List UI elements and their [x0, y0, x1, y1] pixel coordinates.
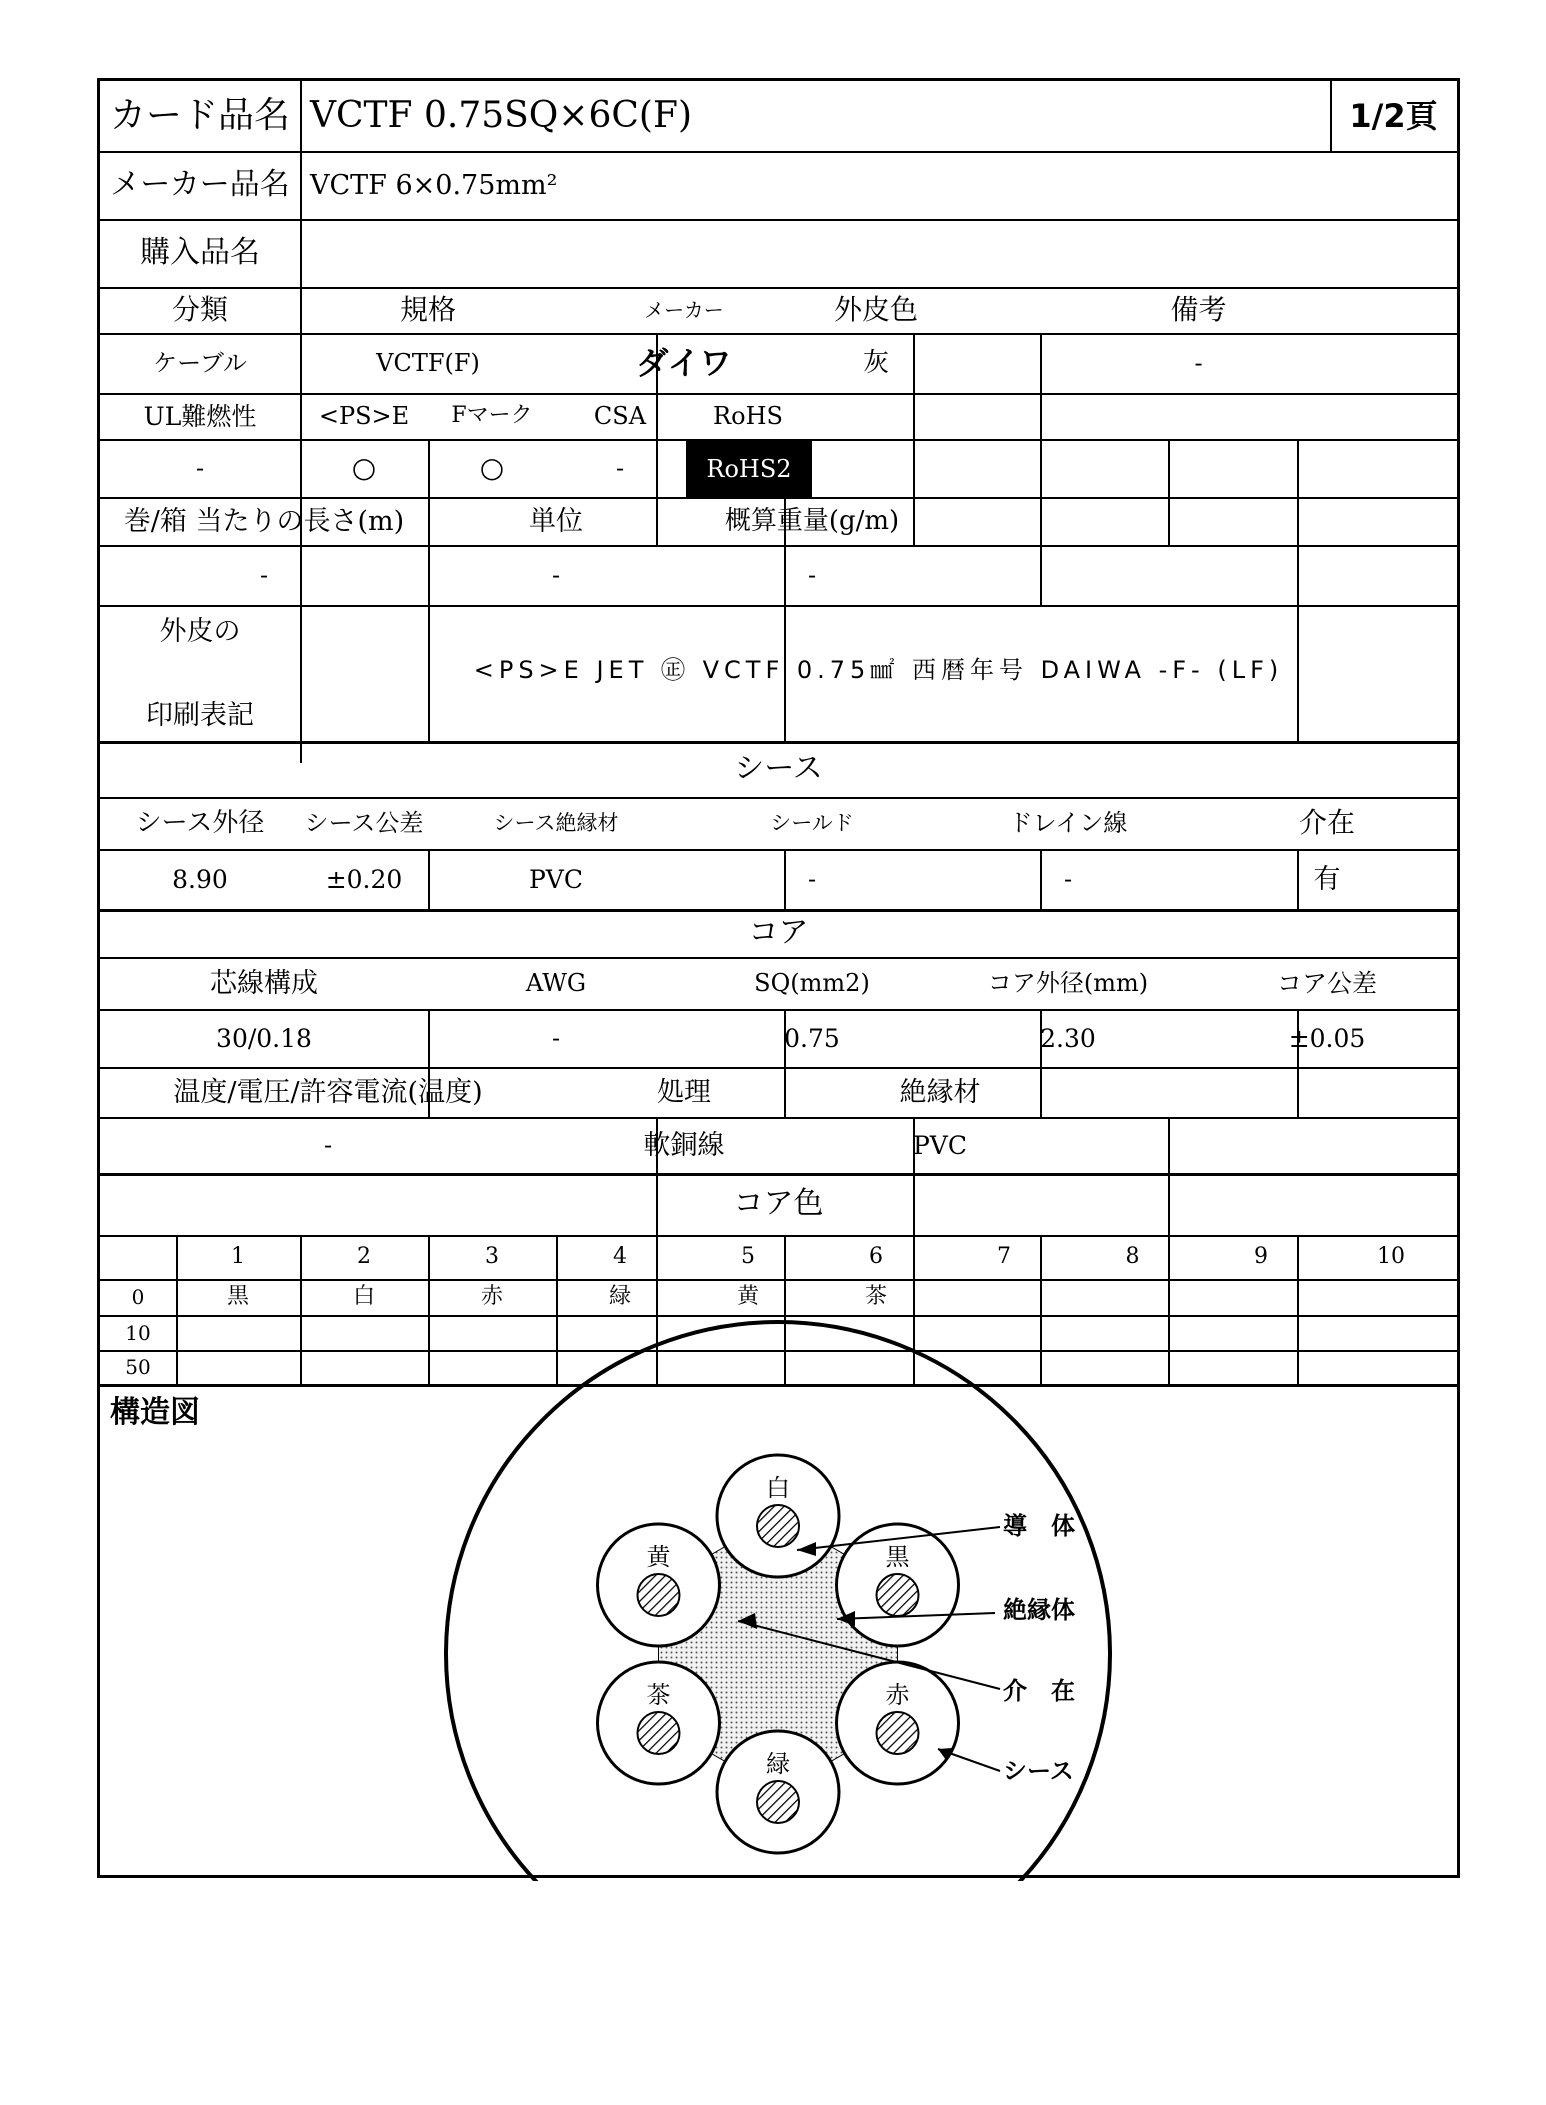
- core-5: [597, 1524, 719, 1646]
- maker-header: メーカー: [644, 298, 724, 322]
- card-name-value: VCTF 0.75SQ×6C(F): [310, 95, 692, 136]
- core-1: [837, 1524, 959, 1646]
- sheath-tolerance-value: ±0.20: [325, 864, 403, 894]
- print-marking-text: <PS>E JET ㊣ VCTF 0.75㎟ 西暦年号 DAIWA -F- (LF): [473, 656, 1284, 684]
- core-color-label: 茶: [646, 1681, 671, 1709]
- structure-title: 構造図: [110, 1395, 200, 1430]
- core-od-header: コア外径(mm): [987, 969, 1149, 997]
- temp-voltage-header: 温度/電圧/許容電流(温度): [173, 1076, 483, 1108]
- outer-color-value: 灰: [862, 348, 889, 378]
- core-color-row-label: 10: [125, 1320, 151, 1345]
- ul-value: -: [195, 454, 205, 482]
- core-conductor: [877, 1574, 919, 1616]
- core-insulation-value: PVC: [912, 1130, 967, 1160]
- core-color-label: 白: [766, 1474, 790, 1502]
- core-color-title: コア色: [733, 1186, 824, 1221]
- standard-value: VCTF(F): [376, 349, 480, 377]
- pse-header: <PS>E: [318, 402, 410, 430]
- unit-value: -: [551, 561, 561, 589]
- awg-value: -: [551, 1024, 561, 1052]
- core-color-column-header: 7: [997, 1244, 1011, 1269]
- core-color-label: 緑: [766, 1750, 790, 1778]
- classification-header: 分類: [171, 293, 228, 326]
- outer-color-header: 外皮色: [833, 293, 918, 326]
- core-color-column-header: 10: [1377, 1244, 1405, 1269]
- core-insulation-header: 絶縁材: [899, 1076, 981, 1108]
- fmark-value: ○: [479, 451, 505, 484]
- treatment-header: 処理: [657, 1076, 711, 1108]
- core-conductor: [757, 1505, 799, 1547]
- callout-sheath: シース: [1003, 1757, 1074, 1785]
- treatment-value: 軟銅線: [643, 1129, 725, 1161]
- sheath-tolerance-header: シース公差: [304, 809, 424, 837]
- core-color-column-header: 1: [231, 1244, 245, 1269]
- weight-value: -: [807, 561, 817, 589]
- ul-header: UL難燃性: [143, 401, 257, 431]
- core-color-row-label: 50: [125, 1355, 151, 1379]
- conductor-value: 30/0.18: [216, 1023, 312, 1053]
- core-color-row-label: 0: [131, 1285, 145, 1309]
- sheath-od-header: シース外径: [135, 808, 265, 838]
- drain-header: ドレイン線: [1008, 809, 1128, 837]
- core-conductor: [637, 1712, 679, 1754]
- core-color-column-header: 3: [485, 1244, 499, 1269]
- standard-header: 規格: [399, 293, 456, 326]
- core-color-cell: 赤: [480, 1284, 503, 1309]
- temp-voltage-value: -: [323, 1131, 333, 1159]
- core-color-label: 黄: [646, 1543, 671, 1571]
- cable-cross-section-diagram: [100, 81, 1457, 1881]
- purchase-name-label: 購入品名: [140, 235, 260, 270]
- core-color-cell: 黄: [736, 1284, 759, 1309]
- rohs-value: RoHS2: [686, 441, 812, 497]
- conductor-header: 芯線構成: [210, 967, 318, 999]
- core-3: [717, 1731, 839, 1853]
- core-tolerance-value: ±0.05: [1288, 1023, 1366, 1053]
- pse-value: ○: [351, 451, 377, 484]
- core-conductor: [757, 1781, 799, 1823]
- core-color-cell: 茶: [864, 1284, 887, 1309]
- core-0: [717, 1455, 839, 1577]
- core-color-cell: 緑: [608, 1284, 631, 1309]
- unit-header: 単位: [529, 505, 583, 537]
- length-header: 巻/箱 当たりの長さ(m): [123, 505, 405, 537]
- core-color-column-header: 6: [869, 1244, 883, 1269]
- awg-header: AWG: [525, 969, 587, 997]
- remarks-value: -: [1194, 349, 1203, 377]
- rohs-header: RoHS: [713, 402, 783, 430]
- core-color-column-header: 2: [357, 1244, 371, 1269]
- core-2: [837, 1662, 959, 1784]
- print-label-bottom: 印刷表記: [146, 699, 254, 731]
- shield-header: シールド: [770, 810, 854, 835]
- core-color-cell: 白: [352, 1284, 375, 1309]
- maker-name-value: VCTF 6×0.75mm²: [310, 169, 558, 201]
- remarks-header: 備考: [1170, 293, 1227, 326]
- sheath-insulation-header: シース絶縁材: [493, 810, 619, 835]
- print-label-top: 外皮の: [159, 615, 241, 647]
- core-4: [597, 1662, 719, 1784]
- core-conductor: [877, 1712, 919, 1754]
- core-color-column-header: 5: [741, 1244, 755, 1269]
- core-conductor: [637, 1574, 679, 1616]
- callout-insulator: 絶縁体: [1003, 1596, 1075, 1624]
- core-color-column-header: 8: [1125, 1244, 1140, 1269]
- core-color-label: 黒: [885, 1543, 910, 1571]
- core-color-label: 赤: [885, 1681, 910, 1709]
- weight-header: 概算重量(g/m): [724, 506, 900, 536]
- filler-value: 有: [1313, 863, 1341, 895]
- classification-value: ケーブル: [153, 349, 247, 377]
- core-tolerance-header: コア公差: [1276, 968, 1377, 998]
- core-title: コア: [748, 915, 809, 950]
- maker-name-label: メーカー品名: [110, 167, 290, 202]
- sq-value: 0.75: [784, 1023, 840, 1053]
- callout-conductor: 導 体: [1003, 1512, 1075, 1540]
- spec-sheet: [97, 78, 1460, 1878]
- core-color-cell: 黒: [226, 1284, 249, 1309]
- card-name-label: カード品名: [109, 95, 290, 136]
- page-number: 1/2頁: [1349, 97, 1438, 135]
- core-color-column-header: 9: [1254, 1244, 1268, 1269]
- drain-value: -: [1063, 865, 1073, 893]
- csa-value: -: [615, 454, 625, 482]
- shield-value: -: [807, 865, 817, 893]
- core-od-value: 2.30: [1040, 1023, 1096, 1053]
- sheath-title: シース: [734, 751, 823, 786]
- sheath-insulation-value: PVC: [528, 864, 583, 894]
- maker-value: ダイワ: [636, 344, 732, 382]
- filler-header: 介在: [1298, 806, 1355, 839]
- sheath-od-value: 8.90: [172, 864, 228, 894]
- csa-header: CSA: [593, 402, 647, 430]
- sq-header: SQ(mm2): [754, 969, 870, 997]
- length-value: -: [259, 561, 269, 589]
- callout-filler: 介 在: [1003, 1677, 1075, 1705]
- core-color-column-header: 4: [613, 1244, 627, 1269]
- fmark-header: Fマーク: [451, 403, 533, 428]
